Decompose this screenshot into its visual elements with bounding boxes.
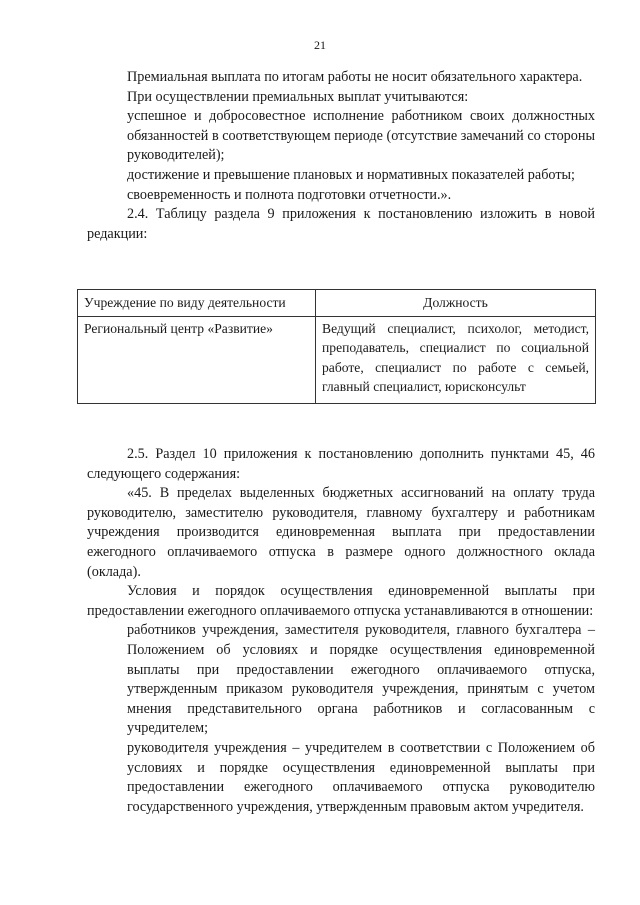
paragraph-head-of-institution: руководителя учреждения – учредителем в соответствии с Положением об условиях и порядке осуществления единовременной выплаты при предоставлении ежегодного оплачиваемого отпуска руководителю государственного учреждения, утвержденным правовым актом учредителя. bbox=[127, 739, 595, 815]
paragraph-conditions: Условия и порядок осуществления единовременной выплаты при предоставлении ежегодного оплачиваемого отпуска устанавливаются в отношении: bbox=[87, 583, 595, 619]
paragraph-premium-considerations: При осуществлении премиальных выплат учитываются: bbox=[127, 88, 469, 105]
paragraph-clause-45: «45. В пределах выделенных бюджетных ассигнований на оплату труда руководителю, заместителю руководителя, главному бухгалтеру и работникам учреждения производится единовременная выплата при предоставлении ежегодного оплачиваемого отпуска в размере одного должностного оклада (оклада). bbox=[87, 485, 595, 580]
table-cell-positions: Ведущий специалист, психолог, методист, преподаватель, специалист по социальной работе, специалист по работе с семьей, главный специалист, юрисконсульт bbox=[316, 316, 596, 403]
paragraph-premium-not-mandatory: Премиальная выплата по итогам работы не носит обязательного характера. bbox=[127, 69, 583, 85]
positions-table bbox=[77, 289, 596, 404]
paragraph-clause-2-4: 2.4. Таблицу раздела 9 приложения к постановлению изложить в новой редакции: bbox=[87, 206, 595, 242]
top-text-block bbox=[87, 68, 595, 244]
table-row bbox=[78, 316, 596, 403]
paragraph-employees: работников учреждения, заместителя руководителя, главного бухгалтера – Положением об условиях и порядке осуществления единовременной выплаты при предоставлении ежегодного оплачиваемого отпуска, утвержденным приказом руководителя учреждения, принятым с учетом мнения представительного органа работников и согласованным с учредителем; bbox=[127, 622, 595, 737]
table-cell-institution: Региональный центр «Развитие» bbox=[78, 316, 316, 403]
paragraph-clause-2-5: 2.5. Раздел 10 приложения к постановлению дополнить пунктами 45, 46 следующего содержания: bbox=[87, 446, 595, 482]
table-header-row bbox=[78, 290, 596, 317]
page-number: 21 bbox=[314, 38, 326, 52]
table-header-position: Должность bbox=[316, 290, 596, 317]
bottom-text-block bbox=[87, 445, 595, 817]
paragraph-plan-achievement: достижение и превышение плановых и нормативных показателей работы; bbox=[127, 166, 575, 183]
paragraph-successful-performance: успешное и добросовестное исполнение работником своих должностных обязанностей в соответствующем периоде (отсутствие замечаний со стороны руководителей); bbox=[127, 108, 595, 164]
table-header-institution: Учреждение по виду деятельности bbox=[78, 290, 316, 317]
paragraph-reporting-timeliness: своевременность и полнота подготовки отчетности.». bbox=[127, 186, 452, 203]
